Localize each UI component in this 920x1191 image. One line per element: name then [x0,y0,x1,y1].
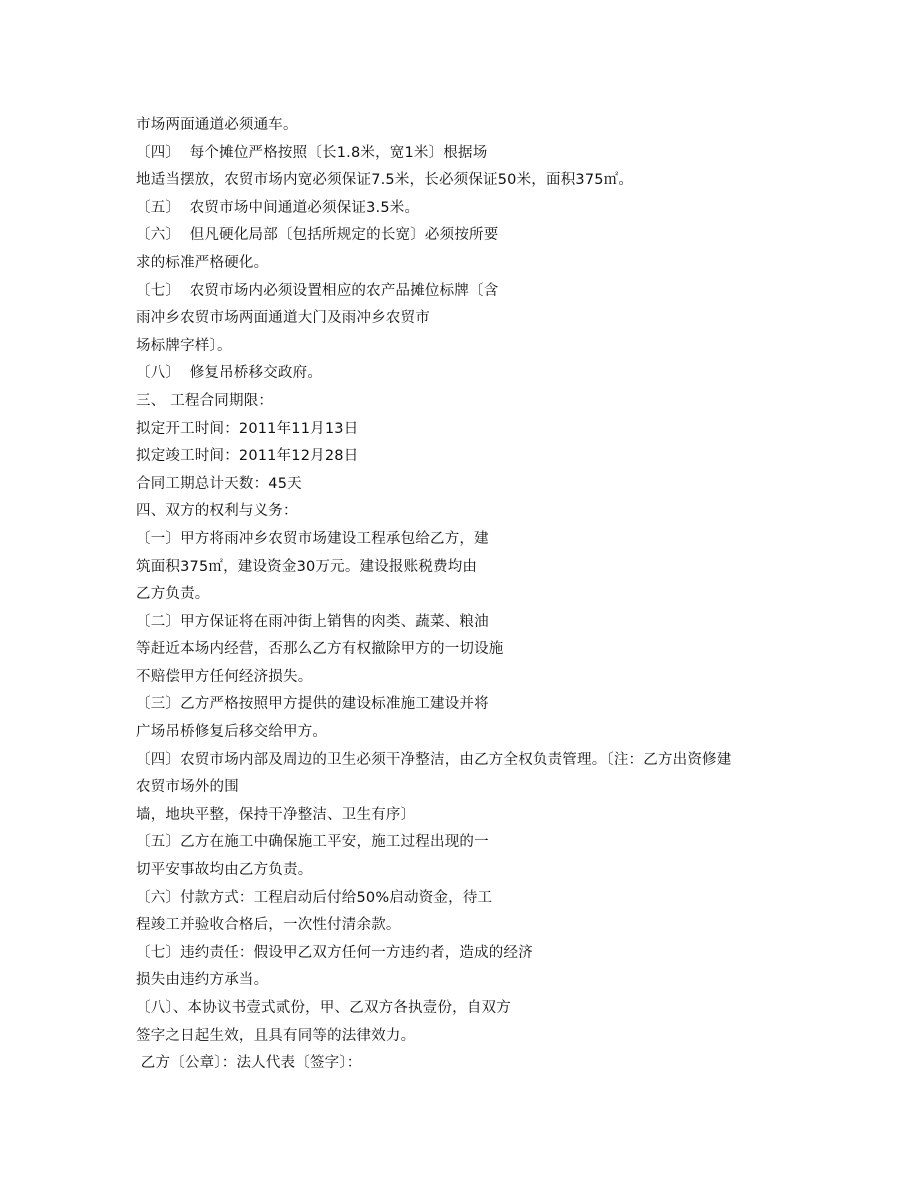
text-line: 程竣工并验收合格后，一次性付清余款。 [136,917,401,934]
text-line: 〔四〕 每个摊位严格按照〔长1.8米，宽1米〕根据场 [136,144,488,161]
text-line: 〔五〕 农贸市场中间通道必须保证3.5米。 [136,199,420,216]
text-line: 〔八〕 修复吊桥移交政府。 [136,365,323,382]
text-line: 切平安事故均由乙方负责。 [136,862,313,879]
text-line: 乙方负责。 [136,586,210,603]
text-line: 求的标准严格硬化。 [136,254,269,271]
text-line: 〔六〕付款方式：工程启动后付给50%启动资金，待工 [136,889,493,906]
text-line: 〔七〕违约责任：假设甲乙双方任何一方违约者，造成的经济 [136,944,533,961]
text-line: 筑面积375㎡，建设资金30万元。建设报账税费均由 [136,558,478,575]
text-line: 拟定开工时间：2011年11月13日 [136,420,359,437]
text-line: 〔六〕 但凡硬化局部〔包括所规定的长宽〕必须按所要 [136,227,499,244]
text-line: 不赔偿甲方任何经济损失。 [136,668,313,685]
section-heading: 三、 工程合同期限： [136,392,274,409]
document-body [136,112,836,1078]
text-line: 场标牌字样〕。 [136,337,232,354]
text-line: 签字之日起生效，且具有同等的法律效力。 [136,1027,416,1044]
text-line: 〔二〕甲方保证将在雨冲街上销售的肉类、蔬菜、粮油 [136,613,489,630]
text-line: 合同工期总计天数：45天 [136,475,302,492]
text-line: 拟定竣工时间：2011年12月28日 [136,448,359,465]
text-line: 〔五〕乙方在施工中确保施工平安，施工过程出现的一 [136,834,489,851]
text-line: 市场两面通道必须通车。 [136,117,298,133]
text-line: 〔四〕农贸市场内部及周边的卫生必须干净整洁，由乙方全权负责管理。〔注：乙方出资修建 [136,751,732,768]
text-line: 等赶近本场内经营，否那么乙方有权撤除甲方的一切设施 [136,641,504,658]
signature-line: 乙方〔公章〕：法人代表〔签字〕： [136,1055,362,1072]
text-line: 地适当摆放，农贸市场内宽必须保证7.5米，长必须保证50米，面积375㎡。 [136,172,634,189]
text-line: 〔三〕乙方严格按照甲方提供的建设标准施工建设并将 [136,696,489,713]
text-line: 农贸市场外的围 [136,779,239,796]
section-heading: 四、双方的权利与义务： [136,503,298,520]
text-line: 雨冲乡农贸市场两面通道大门及雨冲乡农贸市 [136,310,430,327]
text-line: 墙，地块平整，保持干净整洁、卫生有序〕 [136,806,416,823]
text-line: 广场吊桥修复后移交给甲方。 [136,724,328,741]
text-line: 损失由违约方承当。 [136,972,269,989]
text-line: 〔七〕 农贸市场内必须设置相应的农产品摊位标牌〔含 [136,282,499,299]
text-line: 〔一〕甲方将雨冲乡农贸市场建设工程承包给乙方，建 [136,530,489,547]
text-line: 〔八〕、本协议书壹式贰份，甲、乙双方各执壹份，自双方 [136,1000,511,1016]
